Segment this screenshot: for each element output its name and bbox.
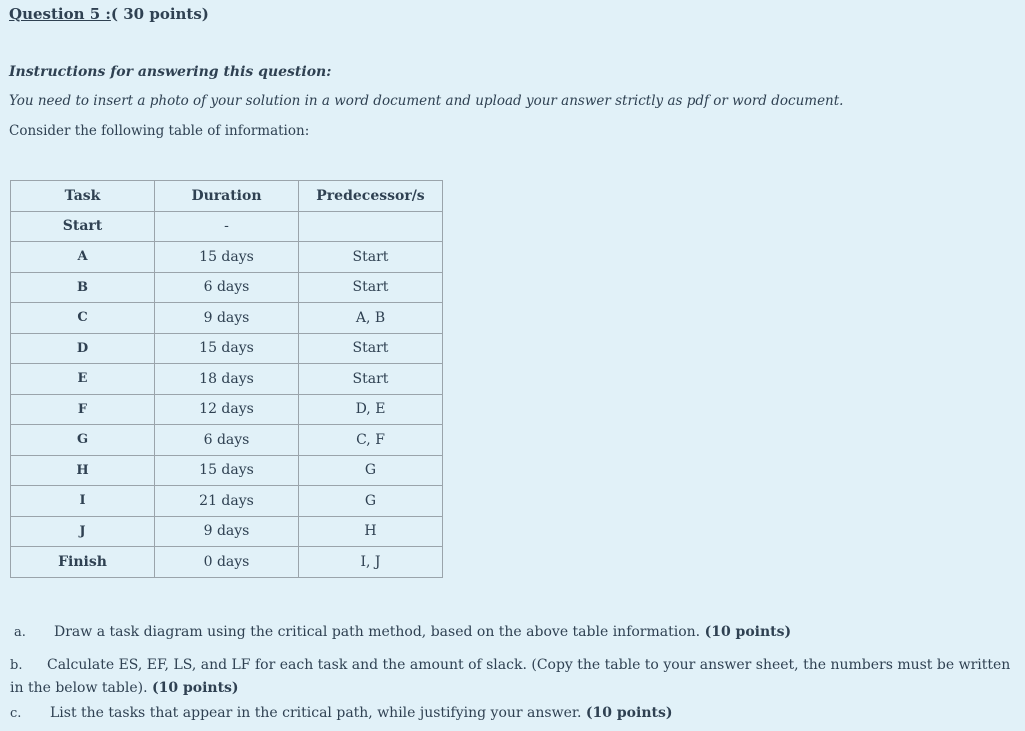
- predecessor-cell: [299, 211, 443, 242]
- part-b-label: b.: [10, 658, 23, 673]
- task-cell: D: [11, 333, 155, 364]
- part-b-points: (10 points): [151, 680, 239, 696]
- duration-cell: -: [155, 211, 299, 242]
- duration-cell: 15 days: [155, 242, 299, 273]
- task-cell: E: [11, 364, 155, 395]
- task-cell: A: [11, 242, 155, 273]
- duration-cell: 6 days: [155, 272, 299, 303]
- table-row: [11, 486, 443, 517]
- duration-cell: 6 days: [155, 425, 299, 456]
- predecessor-cell: G: [299, 455, 443, 486]
- question-points: ( 30 points): [110, 5, 209, 23]
- table-header-row: [11, 181, 443, 212]
- intro-text: Consider the following table of information:: [9, 123, 310, 139]
- table-row: [11, 211, 443, 242]
- part-a-text: Draw a task diagram using the critical path method, based on the above table information.: [54, 624, 705, 640]
- duration-cell: 9 days: [155, 303, 299, 334]
- duration-cell: 21 days: [155, 486, 299, 517]
- task-cell: F: [11, 394, 155, 425]
- task-cell: Finish: [11, 547, 155, 578]
- table-row: [11, 364, 443, 395]
- part-c-text: List the tasks that appear in the critical path, while justifying your answer.: [50, 705, 586, 721]
- predecessor-cell: A, B: [299, 303, 443, 334]
- part-a-points: (10 points): [704, 624, 792, 640]
- predecessor-cell: D, E: [299, 394, 443, 425]
- duration-cell: 18 days: [155, 364, 299, 395]
- predecessor-cell: H: [299, 516, 443, 547]
- task-cell: I: [11, 486, 155, 517]
- part-b-text: Calculate ES, EF, LS, and LF for each task and the amount of slack. (Copy the table to your answer sheet, the numbers must be written in the below table).: [10, 657, 1011, 696]
- task-cell: G: [11, 425, 155, 456]
- table-row: [11, 394, 443, 425]
- duration-cell: 12 days: [155, 394, 299, 425]
- table-row: [11, 242, 443, 273]
- table-row: [11, 455, 443, 486]
- predecessor-cell: Start: [299, 333, 443, 364]
- header-duration: Duration: [155, 181, 299, 212]
- predecessor-cell: Start: [299, 242, 443, 273]
- task-cell: Start: [11, 211, 155, 242]
- table-row: [11, 272, 443, 303]
- part-c-points: (10 points): [585, 705, 673, 721]
- duration-cell: 15 days: [155, 455, 299, 486]
- table-row: [11, 516, 443, 547]
- predecessor-cell: Start: [299, 364, 443, 395]
- task-cell: B: [11, 272, 155, 303]
- table-row: [11, 425, 443, 456]
- part-c-label: c.: [10, 706, 22, 721]
- task-table: [10, 180, 443, 578]
- part-a-label: a.: [14, 625, 26, 640]
- duration-cell: 0 days: [155, 547, 299, 578]
- header-predecessors: Predecessor/s: [299, 181, 443, 212]
- task-cell: C: [11, 303, 155, 334]
- duration-cell: 15 days: [155, 333, 299, 364]
- duration-cell: 9 days: [155, 516, 299, 547]
- part-c: [10, 705, 672, 721]
- question-number: Question 5 :: [9, 5, 111, 23]
- instructions-text: You need to insert a photo of your solution in a word document and upload your answer strictly as pdf or word document.: [9, 93, 844, 109]
- part-b: [10, 654, 1022, 699]
- predecessor-cell: I, J: [299, 547, 443, 578]
- table-row: [11, 547, 443, 578]
- predecessor-cell: C, F: [299, 425, 443, 456]
- task-cell: J: [11, 516, 155, 547]
- predecessor-cell: G: [299, 486, 443, 517]
- part-a: [14, 624, 791, 640]
- predecessor-cell: Start: [299, 272, 443, 303]
- header-task: Task: [11, 181, 155, 212]
- question-title: [9, 5, 209, 23]
- task-cell: H: [11, 455, 155, 486]
- table-row: [11, 303, 443, 334]
- table-row: [11, 333, 443, 364]
- instructions-heading: Instructions for answering this question:: [9, 64, 332, 80]
